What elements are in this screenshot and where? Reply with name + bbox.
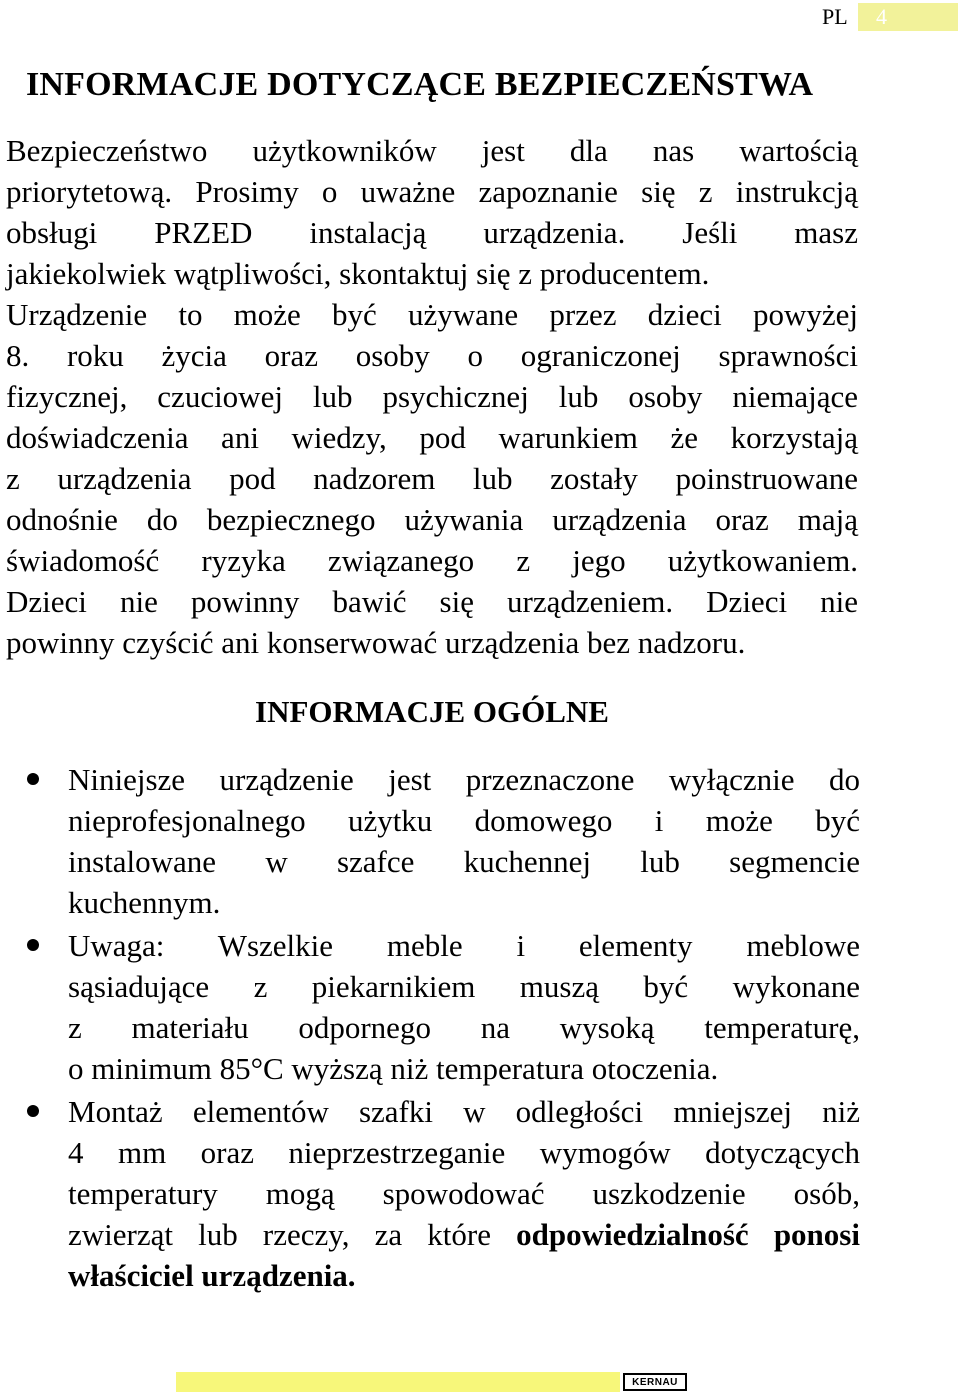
safety-line: świadomość ryzyka związanego z jego użytkowaniem. [6, 543, 858, 578]
bullet-line [68, 1214, 860, 1255]
bullet-line: instalowane w szafce kuchennej lub segmencie [68, 844, 860, 879]
safety-line: jakiekolwiek wątpliwości, skontaktuj się z producentem. [6, 256, 710, 291]
safety-line: doświadczenia ani wiedzy, pod warunkiem że korzystają [6, 420, 858, 455]
bullet-line: Uwaga: Wszelkie meble i elementy meblowe [68, 928, 860, 963]
safety-paragraph [6, 130, 858, 663]
safety-line: powinny czyścić ani konserwować urządzenia bez nadzoru. [6, 625, 746, 660]
bullet-text-plain: zwierząt lub rzeczy, za które [68, 1217, 517, 1252]
general-bullet-list [0, 759, 860, 1298]
general-heading: INFORMACJE OGÓLNE [255, 694, 609, 729]
safety-heading: INFORMACJE DOTYCZĄCE BEZPIECZEŃSTWA [26, 66, 814, 103]
bullet-line: Niniejsze urządzenie jest przeznaczone wyłącznie do [68, 762, 860, 797]
bullet-line: Montaż elementów szafki w odległości mniejszej niż [68, 1094, 860, 1129]
list-item [0, 1091, 860, 1296]
safety-line: z urządzenia pod nadzorem lub zostały poinstruowane [6, 461, 858, 496]
bullet-line: kuchennym. [68, 885, 221, 920]
page-number: 4 [858, 3, 958, 31]
bullet-icon [27, 939, 39, 951]
safety-line: fizycznej, czuciowej lub psychicznej lub osoby niemające [6, 379, 858, 414]
language-code: PL [822, 4, 848, 29]
safety-line: 8. roku życia oraz osoby o ograniczonej sprawności [6, 338, 858, 373]
bullet-line: nieprofesjonalnego użytku domowego i może być [68, 803, 860, 838]
bullet-line: sąsiadujące z piekarnikiem muszą być wykonane [68, 969, 860, 1004]
bullet-line: o minimum 85°C wyższą niż temperatura otoczenia. [68, 1051, 719, 1086]
bullet-icon [27, 1105, 39, 1117]
safety-line: odnośnie do bezpiecznego używania urządzenia oraz mają [6, 502, 858, 537]
list-item [0, 759, 860, 923]
safety-line: Urządzenie to może być używane przez dzieci powyżej [6, 297, 858, 332]
brand-logo: KERNAU [623, 1373, 687, 1391]
list-item [0, 925, 860, 1089]
footer-accent-bar [176, 1372, 620, 1392]
safety-line: Bezpieczeństwo użytkowników jest dla nas wartością [6, 133, 858, 168]
bullet-line: 4 mm oraz nieprzestrzeganie wymogów dotyczących [68, 1135, 860, 1170]
bullet-text-bold: odpowiedzialność ponosi [516, 1217, 860, 1252]
bullet-line: temperatury mogą spowodować uszkodzenie osób, [68, 1176, 860, 1211]
safety-line: Dzieci nie powinny bawić się urządzeniem. Dzieci nie [6, 584, 858, 619]
safety-line: obsługi PRZED instalacją urządzenia. Jeśli masz [6, 215, 858, 250]
bullet-line: z materiału odpornego na wysoką temperaturę, [68, 1010, 860, 1045]
bullet-icon [27, 773, 39, 785]
bullet-line [68, 1255, 860, 1296]
safety-line: priorytetową. Prosimy o uważne zapoznanie się z instrukcją [6, 174, 858, 209]
bullet-text-bold: właściciel urządzenia. [68, 1258, 356, 1293]
